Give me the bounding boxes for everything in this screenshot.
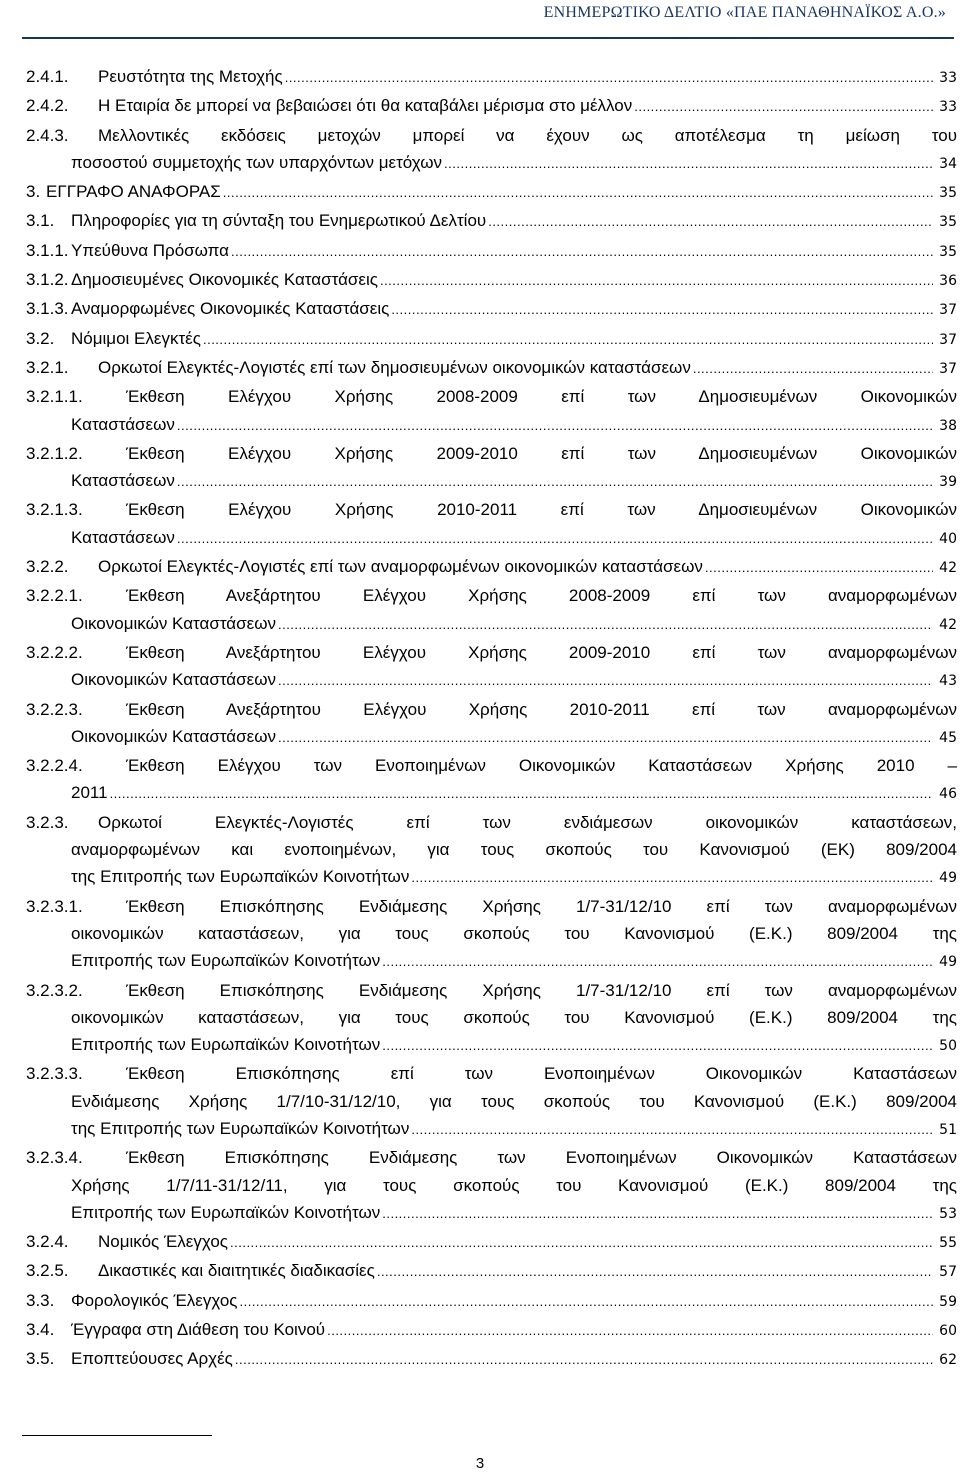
toc-entry-title: Οικονομικών Καταστάσεων — [71, 613, 276, 633]
toc-leader-dots — [177, 412, 933, 439]
toc-entry-line — [26, 752, 957, 779]
toc-entry-title: Έκθεση Επισκόπησης Ενδιάμεσης Χρήσης 1/7-31/12/10 επί των αναμορφωμένων — [126, 980, 957, 1000]
toc-entry-page: 45 — [939, 729, 957, 746]
toc-entry-line — [26, 863, 957, 892]
toc-entry-page: 38 — [939, 417, 957, 434]
toc-entry-title: οικονομικών καταστάσεων, για τους σκοπούς του Κανονισμού (Ε.Κ.) 809/2004 της — [71, 923, 957, 943]
table-of-contents — [26, 63, 957, 1375]
toc-entry-number: 3.2.2.4. — [26, 756, 83, 776]
toc-leader-dots — [239, 1288, 933, 1315]
page-number: 3 — [475, 1455, 485, 1472]
toc-entry-line — [26, 1004, 957, 1031]
toc-entry-line — [26, 1144, 957, 1171]
toc-entry-line — [26, 666, 957, 695]
toc-leader-dots — [230, 1229, 933, 1256]
toc-entry-page: 37 — [939, 331, 957, 348]
toc-entry-page: 34 — [939, 155, 957, 172]
toc-entry-title: Επιτροπής των Ευρωπαϊκών Κοινοτήτων — [71, 1035, 381, 1055]
toc-leader-dots — [285, 64, 933, 91]
footer-divider — [22, 1435, 212, 1436]
toc-entry[interactable] — [26, 237, 957, 266]
toc-entry[interactable] — [26, 295, 957, 324]
toc-entry[interactable] — [26, 92, 957, 121]
toc-entry-page: 33 — [939, 70, 957, 86]
toc-entry-number: 3.1.1. — [26, 240, 69, 260]
toc-entry[interactable] — [26, 383, 957, 440]
toc-entry-line — [26, 1031, 957, 1060]
toc-entry-number: 3.2.2. — [26, 557, 69, 577]
toc-entry-line — [26, 582, 957, 609]
toc-entry-line — [26, 836, 957, 863]
toc-entry-title: Έκθεση Ανεξάρτητου Ελέγχου Χρήσης 2010-2011 επί των αναμορφωμένων — [126, 699, 957, 719]
document-title: ΕΝΗΜΕΡΩΤΙΚΟ ΔΕΛΤΙΟ «ΠΑΕ ΠΑΝΑΘΗΝΑΪΚΟΣ Α.Ο.» — [543, 4, 946, 21]
toc-entry-page: 43 — [939, 673, 957, 690]
toc-entry-number: 3. — [26, 182, 41, 202]
toc-entry-title: Έκθεση Επισκόπησης Ενδιάμεσης των Ενοποιημένων Οικονομικών Καταστάσεων — [126, 1148, 957, 1168]
toc-entry-line — [26, 325, 957, 354]
toc-entry-line — [26, 1345, 957, 1374]
toc-entry-line — [26, 122, 957, 149]
toc-entry-page: 46 — [939, 786, 957, 803]
toc-entry[interactable] — [26, 639, 957, 696]
toc-leader-dots — [444, 150, 933, 177]
toc-leader-dots — [382, 1200, 933, 1227]
toc-entry[interactable] — [26, 63, 957, 92]
toc-entry-number: 3.3. — [26, 1290, 55, 1310]
toc-entry-title: Έκθεση Ελέγχου των Ενοποιημένων Οικονομικών Καταστάσεων Χρήσης 2010 – — [126, 756, 957, 776]
toc-entry-line — [26, 496, 957, 523]
toc-leader-dots — [177, 525, 933, 552]
toc-entry-line — [26, 178, 957, 207]
toc-entry-title: Δημοσιευμένες Οικονομικές Καταστάσεις — [71, 270, 378, 290]
toc-entry-page: 57 — [939, 1264, 957, 1281]
toc-leader-dots — [110, 780, 933, 807]
toc-leader-dots — [203, 326, 933, 353]
toc-entry-number: 3.2.2.1. — [26, 586, 83, 606]
toc-entry-title: Ορκωτοί Ελεγκτές-Λογιστές επί των δημοσιευμένων οικονομικών καταστάσεων — [98, 357, 691, 377]
toc-leader-dots — [177, 468, 933, 495]
toc-entry-line — [26, 354, 957, 383]
toc-entry-number: 3.1. — [26, 211, 55, 231]
toc-entry-number: 3.2.5. — [26, 1261, 69, 1281]
toc-entry[interactable] — [26, 1228, 957, 1257]
toc-entry-title: Καταστάσεων — [71, 471, 175, 491]
toc-entry[interactable] — [26, 977, 957, 1061]
toc-leader-dots — [380, 267, 933, 294]
running-header — [0, 0, 960, 30]
toc-entry-line — [26, 1199, 957, 1228]
header-divider — [22, 37, 954, 39]
toc-entry-title: Έκθεση Ελέγχου Χρήσης 2009-2010 επί των Δημοσιευμένων Οικονομικών — [126, 443, 957, 463]
toc-entry-title: Ρευστότητα της Μετοχής — [98, 67, 283, 86]
toc-leader-dots — [382, 948, 933, 975]
toc-entry-line — [26, 440, 957, 467]
toc-entry-number: 2.4.3. — [26, 125, 69, 145]
toc-entry-title: Νόμιμοι Ελεγκτές — [71, 328, 201, 348]
toc-entry-line — [26, 553, 957, 582]
toc-entry-page: 33 — [939, 99, 957, 116]
toc-leader-dots — [377, 1258, 933, 1285]
toc-entry-title: Νομικός Έλεγχος — [98, 1232, 228, 1252]
toc-entry-line — [26, 1172, 957, 1199]
toc-entry-number: 2.4.1. — [26, 67, 69, 86]
toc-entry-page: 50 — [939, 1038, 957, 1055]
toc-entry-line — [26, 977, 957, 1004]
toc-entry[interactable] — [26, 266, 957, 295]
toc-entry-page: 51 — [939, 1121, 957, 1138]
toc-entry-line — [26, 610, 957, 639]
toc-entry-line — [26, 1115, 957, 1144]
toc-entry-number: 3.4. — [26, 1320, 55, 1340]
toc-entry-line — [26, 1316, 957, 1345]
toc-entry-title: Ενδιάμεσης Χρήσης 1/7/10-31/12/10, για τους σκοπούς του Κανονισμού (Ε.Κ.) 809/2004 — [71, 1091, 957, 1111]
toc-entry-page: 42 — [939, 560, 957, 577]
toc-entry-page: 49 — [939, 870, 957, 887]
toc-entry-line — [26, 1257, 957, 1286]
toc-entry-title: Έκθεση Επισκόπησης επί των Ενοποιημένων Οικονομικών Καταστάσεων — [126, 1064, 957, 1084]
toc-entry-title: Οικονομικών Καταστάσεων — [71, 670, 276, 690]
toc-entry-line — [26, 295, 957, 324]
toc-leader-dots — [391, 296, 933, 323]
toc-entry-title: Πληροφορίες για τη σύνταξη του Ενημερωτικού Δελτίου — [71, 211, 487, 231]
toc-entry-line — [26, 779, 957, 808]
toc-entry-title: αναμορφωμένων και ενοποιημένων, για τους σκοπούς του Κανονισμού (ΕΚ) 809/2004 — [71, 840, 957, 860]
toc-leader-dots — [327, 1317, 933, 1344]
toc-entry-line — [26, 266, 957, 295]
toc-entry-number: 3.2.3.3. — [26, 1064, 83, 1084]
toc-entry[interactable] — [26, 809, 957, 893]
toc-entry-line — [26, 893, 957, 920]
toc-entry-title: Η Εταιρία δε μπορεί να βεβαιώσει ότι θα καταβάλει μέρισμα στο μέλλον — [98, 96, 633, 116]
toc-entry-line — [26, 809, 957, 836]
toc-entry-line — [26, 947, 957, 976]
toc-entry-line — [26, 696, 957, 723]
toc-entry[interactable] — [26, 1060, 957, 1144]
toc-entry[interactable] — [26, 696, 957, 753]
toc-leader-dots — [278, 724, 933, 751]
toc-entry-number: 3.2.3.4. — [26, 1148, 83, 1168]
toc-entry-line — [26, 723, 957, 752]
toc-entry-line — [26, 383, 957, 410]
toc-entry[interactable] — [26, 122, 957, 179]
toc-entry-number: 2.4.2. — [26, 96, 69, 116]
toc-entry-page: 53 — [939, 1205, 957, 1222]
toc-entry-title: Εποπτεύουσες Αρχές — [71, 1349, 233, 1369]
toc-leader-dots — [278, 611, 933, 638]
toc-entry-number: 3.1.3. — [26, 299, 69, 319]
toc-entry[interactable] — [26, 354, 957, 383]
toc-leader-dots — [235, 1346, 933, 1373]
toc-entry-number: 3.2.2.2. — [26, 642, 83, 662]
toc-entry[interactable] — [26, 178, 957, 207]
toc-entry-number: 3.1.2. — [26, 270, 69, 290]
toc-entry-number: 3.2.3. — [26, 812, 69, 832]
toc-entry-page: 60 — [939, 1323, 957, 1340]
toc-leader-dots — [411, 864, 933, 891]
toc-leader-dots — [634, 93, 933, 120]
toc-leader-dots — [488, 208, 933, 235]
toc-entry-title: Δικαστικές και διαιτητικές διαδικασίες — [98, 1261, 375, 1281]
toc-entry-title: Μελλοντικές εκδόσεις μετοχών μπορεί να έχουν ως αποτέλεσμα τη μείωση του — [98, 125, 957, 145]
toc-entry-line — [26, 1287, 957, 1316]
toc-entry-page: 42 — [939, 616, 957, 633]
toc-entry-line — [26, 467, 957, 496]
toc-entry-line — [26, 411, 957, 440]
toc-entry-page: 35 — [939, 243, 957, 260]
toc-entry-line — [26, 920, 957, 947]
toc-entry-number: 3.2.3.1. — [26, 896, 83, 916]
toc-entry[interactable] — [26, 752, 957, 809]
toc-entry-title: Ορκωτοί Ελεγκτές-Λογιστές επί των ενδιάμεσων οικονομικών καταστάσεων, — [98, 812, 957, 832]
toc-entry-title: οικονομικών καταστάσεων, για τους σκοπούς του Κανονισμού (Ε.Κ.) 809/2004 της — [71, 1007, 957, 1027]
toc-entry-title: Αναμορφωμένες Οικονομικές Καταστάσεις — [71, 299, 390, 319]
toc-leader-dots — [693, 355, 933, 382]
toc-entry-title: Καταστάσεων — [71, 414, 175, 434]
toc-entry-title: ΕΓΓΡΑΦΟ ΑΝΑΦΟΡΑΣ — [46, 182, 221, 202]
toc-entry-page: 55 — [939, 1235, 957, 1252]
toc-entry-page: 36 — [939, 273, 957, 290]
toc-entry-line — [26, 207, 957, 236]
toc-entry-line — [26, 92, 957, 121]
toc-entry-line — [26, 1228, 957, 1257]
toc-entry-line — [26, 639, 957, 666]
toc-entry[interactable] — [26, 1316, 957, 1345]
toc-entry-title: Έκθεση Επισκόπησης Ενδιάμεσης Χρήσης 1/7-31/12/10 επί των αναμορφωμένων — [126, 896, 957, 916]
toc-entry-line — [26, 237, 957, 266]
toc-entry-page: 35 — [939, 214, 957, 231]
toc-entry-number: 3.2. — [26, 328, 55, 348]
toc-leader-dots — [231, 238, 933, 265]
toc-entry-line — [26, 149, 957, 178]
toc-entry-title: Επιτροπής των Ευρωπαϊκών Κοινοτήτων — [71, 951, 381, 971]
toc-entry-line — [26, 524, 957, 553]
toc-entry-title: Έκθεση Ελέγχου Χρήσης 2008-2009 επί των Δημοσιευμένων Οικονομικών — [126, 387, 957, 407]
toc-entry-number: 3.2.1. — [26, 357, 69, 377]
toc-leader-dots — [705, 554, 933, 581]
toc-entry[interactable] — [26, 1257, 957, 1286]
toc-entry-title: Έκθεση Ελέγχου Χρήσης 2010-2011 επί των Δημοσιευμένων Οικονομικών — [126, 500, 957, 520]
toc-entry[interactable] — [26, 1345, 957, 1374]
toc-entry-title: Οικονομικών Καταστάσεων — [71, 726, 276, 746]
toc-entry-title: της Επιτροπής των Ευρωπαϊκών Κοινοτήτων — [71, 867, 410, 887]
toc-entry-page: 62 — [939, 1352, 957, 1369]
toc-entry-title: ποσοστού συμμετοχής των υπαρχόντων μετόχων — [71, 152, 443, 172]
toc-entry-number: 3.2.1.3. — [26, 500, 83, 520]
toc-entry-page: 59 — [939, 1293, 957, 1310]
toc-entry-title: 2011 — [71, 783, 108, 803]
toc-entry-title: της Επιτροπής των Ευρωπαϊκών Κοινοτήτων — [71, 1118, 410, 1138]
toc-entry-page: 39 — [939, 474, 957, 491]
toc-entry-line — [26, 1060, 957, 1087]
toc-entry-page: 40 — [939, 530, 957, 547]
toc-entry-title: Έγγραφα στη Διάθεση του Κοινού — [71, 1320, 326, 1340]
toc-entry[interactable] — [26, 325, 957, 354]
toc-entry[interactable] — [26, 496, 957, 553]
toc-entry-title: Ορκωτοί Ελεγκτές-Λογιστές επί των αναμορφωμένων οικονομικών καταστάσεων — [98, 557, 703, 577]
toc-entry-number: 3.2.2.3. — [26, 699, 83, 719]
toc-entry[interactable] — [26, 553, 957, 582]
toc-entry-title: Καταστάσεων — [71, 527, 175, 547]
toc-entry[interactable] — [26, 1144, 957, 1228]
toc-entry-title: Επιτροπής των Ευρωπαϊκών Κοινοτήτων — [71, 1202, 381, 1222]
toc-entry-number: 3.2.1.1. — [26, 387, 83, 407]
toc-entry-page: 37 — [939, 302, 957, 319]
toc-entry[interactable] — [26, 1287, 957, 1316]
toc-entry-number: 3.2.3.2. — [26, 980, 83, 1000]
toc-leader-dots — [223, 179, 933, 206]
toc-entry-number: 3.2.1.2. — [26, 443, 83, 463]
toc-entry[interactable] — [26, 207, 957, 236]
toc-leader-dots — [382, 1032, 933, 1059]
toc-entry[interactable] — [26, 893, 957, 977]
toc-entry[interactable] — [26, 440, 957, 497]
toc-leader-dots — [411, 1116, 933, 1143]
toc-entry-page: 35 — [939, 185, 957, 202]
toc-entry-title: Χρήσης 1/7/11-31/12/11, για τους σκοπούς του Κανονισμού (Ε.Κ.) 809/2004 της — [71, 1175, 957, 1195]
toc-entry-title: Φορολογικός Έλεγχος — [71, 1290, 238, 1310]
toc-entry-number: 3.2.4. — [26, 1232, 69, 1252]
toc-entry-line — [26, 1088, 957, 1115]
toc-entry[interactable] — [26, 582, 957, 639]
toc-entry-page: 49 — [939, 954, 957, 971]
toc-leader-dots — [278, 667, 933, 694]
toc-entry-title: Υπεύθυνα Πρόσωπα — [71, 240, 229, 260]
toc-entry-line — [26, 63, 957, 92]
toc-entry-title: Έκθεση Ανεξάρτητου Ελέγχου Χρήσης 2008-2009 επί των αναμορφωμένων — [126, 586, 957, 606]
toc-entry-title: Έκθεση Ανεξάρτητου Ελέγχου Χρήσης 2009-2010 επί των αναμορφωμένων — [126, 642, 957, 662]
toc-entry-number: 3.5. — [26, 1349, 55, 1369]
toc-entry-page: 37 — [939, 360, 957, 377]
